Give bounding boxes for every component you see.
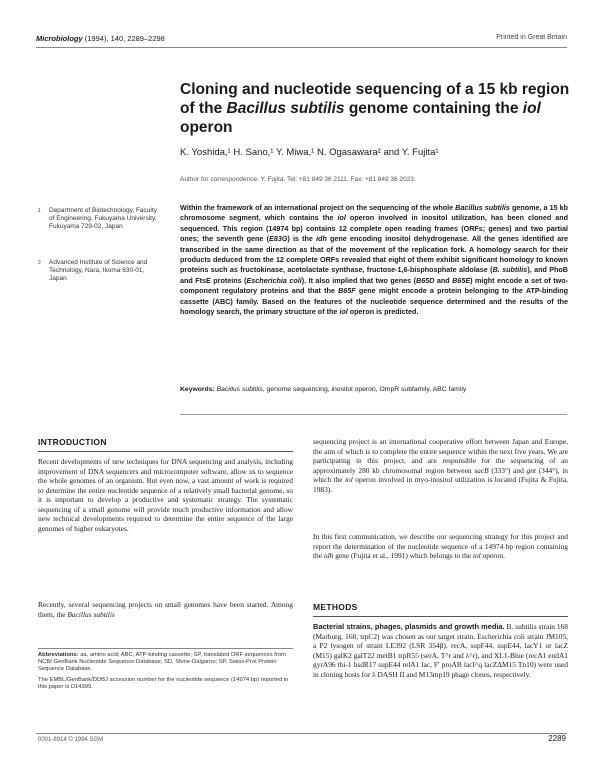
methods-heading: METHODS	[313, 602, 358, 612]
page-number: 2289	[548, 734, 566, 743]
abstract: Within the framework of an international project on the sequencing of the whole Bacillus subtilis genome, a 15 kb chromosome segment, which contains the iol operon involved in inositol utilization, has been cloned and sequenced. This region (14974 bp) contains 12 complete open reading frames (ORFs; genes) and two partial ones; the seventh gene (E83G) is the idh gene encoding inositol dehydrogenase. All the genes identified are transcribed in the same direction as that of the movement of the replication fork. A homology search for their products deduced from the 12 complete ORFs revealed that eight of them exhibit significant homology to known proteins such as fructokinase, acetolactate synthase, fructose-1,6-bisphosphate aldolase (B. subtilis), and PhoB and FtsE proteins (Escherichia coli). It also implied that two genes (B65D and B65E) might encode a set of two-component regulatory proteins and that the B65F gene might encode a protein belonging to the ATP-binding cassette (ABC) family. Based on the features of the nucleotide sequence determined and the results of the homology search, the primary structure of the iol operon is predicted.	[180, 203, 569, 317]
right-column-paragraph-2: In this first communication, we describe our sequencing strategy for this project and report the determination of the nucleotide sequence of a 14974 bp region containing the idh gene (Fujita et al., 1991) which belongs to the iol operon.	[313, 532, 568, 560]
keywords: Keywords: Bacillus subtilis, genome sequencing, inositol operon, OmpR subfamily, ABC family	[180, 386, 467, 393]
running-header-journal	[36, 34, 165, 43]
methods-rule	[313, 616, 568, 617]
introduction-heading: INTRODUCTION	[38, 437, 107, 447]
issn-line: 0001-8914 © 1994 SGM	[38, 737, 104, 743]
affiliation-2	[38, 259, 163, 284]
affiliation-text: Advanced Institute of Science and Technology, Nara, Ikoma 630-01, Japan	[49, 259, 148, 283]
article-title: Cloning and nucleotide sequencing of a 15 kb region of the Bacillus subtilis genome containing the iol operon	[180, 81, 570, 136]
introduction-paragraph-2: Recently, several sequencing projects on small genomes have been started. Among them, the Bacillus subtilis	[38, 600, 293, 619]
affiliation-number: 2	[38, 260, 41, 266]
authors: K. Yoshida,¹ H. Sano,¹ Y. Miwa,¹ N. Ogasawara² and Y. Fujita¹	[180, 147, 439, 158]
right-column-paragraph-1: sequencing project is an international cooperative effort between Japan and Europe, the aim of which is to complete the entire sequence within the next five years. We are participating in this project, and are responsible for the sequencing of an approximately 280 kb chromosomal region between sacB (333°) and gnt (344°), in which the iol operon involved in myo-inositol utilization is located (Fujita & Fujita, 1983).	[313, 437, 568, 494]
methods-subheading: Bacterial strains, phages, plasmids and growth media.	[313, 622, 505, 631]
affiliation-number: 1	[38, 208, 41, 214]
printed-in: Printed in Great Britain	[496, 34, 567, 41]
footnote-rule	[38, 648, 293, 649]
header-rule	[36, 47, 567, 48]
journal-citation: (1994), 140, 2289–2298	[84, 34, 165, 43]
introduction-paragraph-1: Recent developments of new techniques for DNA sequencing and analysis, including improvement of DNA sequencers and microcomputer software, allow us to sequence the whole genomes of an organism. But even now, a vast amount of work is required to determine the entire nucleotide sequence of a relatively small bacterial genome, so it is important to develop a productive and systematic strategy. The systematic sequencing of a small genome will provide much productive information and allow new technical developments required to determine the entire sequence of the large genomes of higher eukaryotes.	[38, 457, 293, 533]
abbreviations-footnote: Abbreviations: aa, amino acid; ABC, ATP-binding cassette; SP, translated ORF sequences from NCBI GenBank Nucleotide Sequence Database; SD, Shine-Dalgarno; SP, Swiss-Prot Protein Sequence Database.	[38, 652, 286, 673]
introduction-rule	[38, 451, 293, 452]
correspondence: Author for correspondence: Y. Fujita. Tel: +81 849 36 2111. Fax: +81 849 36 2023.	[180, 176, 416, 183]
bottom-rule	[36, 733, 567, 734]
affiliation-text: Department of Biotechnology, Faculty of Engineering, Fukuyama University, Fukuyama 729-02, Japan	[49, 207, 157, 231]
keywords-rule	[180, 414, 567, 415]
keywords-label: Keywords:	[180, 386, 215, 393]
accession-footnote: The EMBL/GenBank/DDBJ accession number for the nucleotide sequence (14974 bp) reported in this paper is D14399.	[38, 676, 289, 690]
affiliation-1	[38, 207, 163, 232]
footnotes	[38, 652, 293, 691]
methods-paragraph: Bacterial strains, phages, plasmids and growth media. B. subtilis strain 168 (Marburg, 168, trpC2) was chosen as our target strain. Escherichia coli strain JM105, a P2 lysogen of strain LE392 (LSR 354β), recA, supF44, supE44, lacY1 or lacZ (M15) galK2 galT22 metB1 trpR55 (serA, T^r and λ^r), and XL1-Blue (recA1 endA1 gyrA96 thi-1 hsdR17 supE44 relA1 lac, F′ proAB lacI^q lacZΔM15 Tn10) were used in cloning hosts for λ DASH II and M13mp19 phage clones, respectively.	[313, 622, 569, 679]
journal-name: Microbiology	[36, 34, 83, 43]
